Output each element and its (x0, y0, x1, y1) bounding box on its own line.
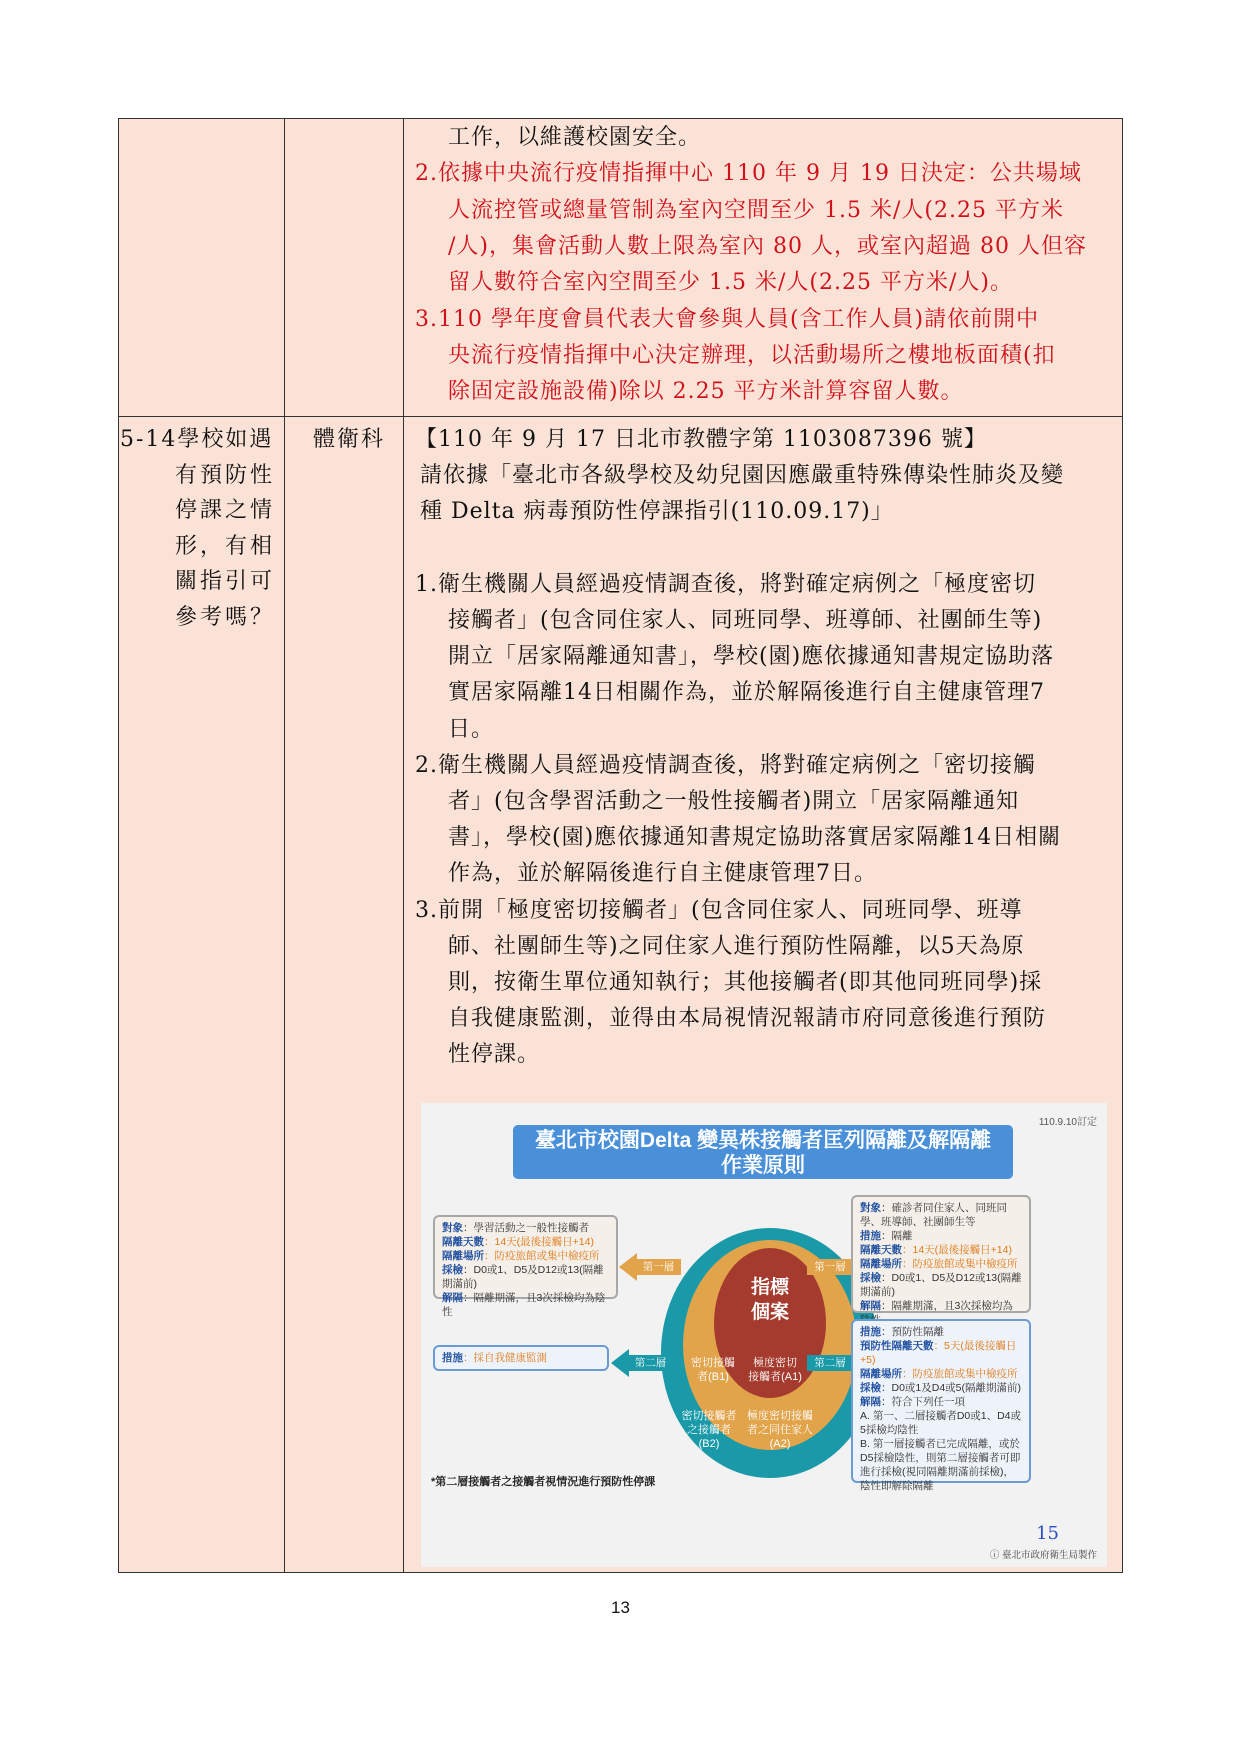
info-box-value: ：隔離期滿，且3次採檢均為陰性 (442, 1292, 606, 1318)
continued-answer-line: 除固定設施設備)除以 2.25 平方米計算容留人數。 (448, 379, 964, 405)
column-divider-2 (403, 119, 404, 1572)
info-box-value: ：確診者同住家人、同班同學、班導師、社團師生等 (860, 1202, 1007, 1228)
info-box-value: ：隔離 (881, 1230, 913, 1242)
index-case-label (714, 1275, 826, 1325)
question-line: 關指引可 (175, 569, 276, 594)
answer-line: 作為，並於解隔後進行自主健康管理7日。 (448, 861, 877, 887)
info-box-value: ：隔離期滿，且3次採檢均為 (881, 1300, 1013, 1312)
info-box-row (442, 1263, 609, 1291)
info-box-value: A. 第一、二層接觸者D0或1、D4或5採檢均陰性 (860, 1410, 1022, 1436)
question-line: 形，有相 (175, 533, 276, 559)
info-box-value: ：5天(最後接觸日+5) (860, 1340, 1017, 1366)
right-info-box-1 (851, 1195, 1031, 1313)
continued-answer-line: 人流控管或總量管制為室內空間至少 1.5 米/人(2.25 平方米 (448, 197, 1064, 223)
left-arrow-head-1 (619, 1253, 637, 1281)
info-box-row (860, 1367, 1022, 1381)
answer-line: 種 Delta 病毒預防性停課指引(110.09.17)」 (420, 499, 894, 525)
answer-line: 開立「居家隔離通知書」，學校(園)應依據通知書規定協助落 (448, 644, 1055, 670)
right-arrow-2: 第二層 (807, 1355, 853, 1371)
answer-line: 性停課。 (448, 1042, 541, 1068)
info-box-value: B. 第一層接觸者已完成隔離，或於D5採檢陰性，則第二層接觸者可即進行採檢(視同隔離期滿前採檢)，陰性即解除隔離 (860, 1438, 1021, 1492)
right-arrow-1: 第一層 (807, 1259, 853, 1275)
info-box-value: ：防疫旅館或集中檢疫所 (902, 1368, 1018, 1380)
info-box-value: ：防疫旅館或集中檢疫所 (484, 1250, 600, 1262)
info-box-key: 對象 (442, 1222, 463, 1234)
answer-line: 實居家隔離14日相關作為，並於解隔後進行自主健康管理7 (448, 680, 1045, 706)
infographic-footnote: *第二層接觸者之接觸者視情況進行預防性停課 (431, 1476, 656, 1488)
answer-line: 1.衛生機關人員經過疫情調查後，將對確定病例之「極度密切 (415, 571, 1036, 597)
self-monitoring-box (433, 1345, 609, 1371)
answer-line: 者」(包含學習活動之一般性接觸者)開立「居家隔離通知 (448, 789, 1020, 814)
info-box-key: 採檢 (442, 1264, 463, 1276)
right-info-box-2 (851, 1319, 1031, 1492)
info-box-value: ：學習活動之一般性接觸者 (463, 1222, 589, 1234)
info-box-row (860, 1409, 1022, 1437)
info-box-value: ：D0或1、D5及D12或13(隔離期滿前) (860, 1272, 1022, 1298)
infographic-date: 110.9.10訂定 (1038, 1117, 1097, 1128)
info-box-row (860, 1395, 1022, 1409)
self-monitoring-key: 措施 (442, 1352, 463, 1364)
info-box-key: 解隔 (860, 1300, 881, 1312)
info-box-row (442, 1249, 609, 1263)
answer-line: 則，按衛生單位通知執行；其他接觸者(即其他同班同學)採 (448, 970, 1043, 995)
answer-line: 書」，學校(園)應依據通知書規定協助落實居家隔離14日相關 (448, 825, 1062, 851)
row-divider (119, 416, 1122, 417)
question-line: 有預防性 (175, 462, 276, 488)
info-box-row (860, 1271, 1022, 1299)
answer-line: 師、社團師生等)之同住家人進行預防性隔離，以5天為原 (448, 933, 1025, 959)
answer-line: 【110 年 9 月 17 日北市教體字第 1103087396 號】 (415, 427, 987, 452)
continued-answer-line: /人)，集會活動人數上限為室內 80 人，或室內超過 80 人但容 (448, 233, 1087, 259)
info-box-value: ：預防性隔離 (881, 1326, 944, 1338)
info-box-row (860, 1243, 1022, 1257)
column-divider-1 (284, 119, 285, 1572)
left-info-box (433, 1215, 618, 1318)
continued-answer-line: 留人數符合室內空間至少 1.5 米/人(2.25 平方米/人)。 (448, 270, 1013, 296)
info-box-key: 對象 (860, 1202, 881, 1214)
info-box-key: 採檢 (860, 1272, 881, 1284)
info-box-key: 隔離天數 (442, 1236, 484, 1248)
info-box-value: ：D0或1及D4或5(隔離期滿前) (881, 1382, 1022, 1394)
info-box-row (442, 1221, 609, 1235)
info-box-value: ：14天(最後接觸日+14) (484, 1236, 594, 1248)
a2-label: 極度密切接觸 者之同住家人 (A2) (747, 1410, 813, 1450)
info-box-value: ：D0或1、D5及D12或13(隔離期滿前) (442, 1264, 604, 1290)
info-box-row (442, 1235, 609, 1249)
credit-text: 臺北市政府衛生局製作 (1001, 1550, 1097, 1561)
info-box-value: ：符合下列任一項 (881, 1396, 965, 1408)
isolation-infographic (421, 1103, 1107, 1567)
info-box-row (860, 1325, 1022, 1339)
continued-answer-line: 2.依據中央流行疫情指揮中心 110 年 9 月 19 日決定：公共場域 (415, 161, 1082, 187)
b2-label: 密切接觸者 之接觸者 (B2) (681, 1410, 737, 1450)
info-box-key: 解隔 (442, 1292, 463, 1304)
left-arrow-1: 第一層 (636, 1259, 681, 1275)
center-line1: 指標 (750, 1277, 789, 1298)
info-box-key: 隔離場所 (860, 1368, 902, 1380)
info-box-key: 措施 (860, 1230, 881, 1242)
info-box-key: 隔離場所 (442, 1250, 484, 1262)
left-arrow-head-2 (611, 1349, 629, 1377)
answer-line: 2.衛生機關人員經過疫情調查後，將對確定病例之「密切接觸 (415, 752, 1036, 778)
info-box-value: ：14天(最後接觸日+14) (902, 1244, 1012, 1256)
infographic-title-line1: 臺北市校園Delta 變異株接觸者匡列隔離及解隔離 (534, 1129, 992, 1152)
info-box-row (860, 1201, 1022, 1229)
info-box-row (442, 1291, 609, 1319)
info-box-row (860, 1339, 1022, 1367)
answer-line: 請依據「臺北市各級學校及幼兒園因應嚴重特殊傳染性肺炎及變 (420, 463, 1065, 489)
left-arrow-2: 第二層 (628, 1355, 673, 1371)
info-box-key: 預防性隔離天數 (860, 1340, 934, 1352)
info-box-key: 解隔 (860, 1396, 881, 1408)
continued-answer-line: 工作，以維護校園安全。 (448, 125, 702, 150)
info-box-row (860, 1229, 1022, 1243)
center-line2: 個案 (750, 1302, 789, 1323)
question-line: 參考嗎？ (175, 604, 276, 630)
self-monitoring-value: ：採自我健康監測 (463, 1352, 547, 1364)
b1-label: 密切接觸 者(B1) (691, 1357, 735, 1383)
info-box-row (860, 1437, 1022, 1493)
page-number: 13 (611, 1598, 630, 1617)
info-box-value: ：防疫旅館或集中檢疫所 (902, 1258, 1018, 1270)
info-box-key: 措施 (860, 1326, 881, 1338)
slide-number: 15 (1036, 1523, 1059, 1544)
continued-answer-line: 3.110 學年度會員代表大會參與人員(含工作人員)請依前開中 (415, 306, 1040, 332)
info-box-key: 隔離天數 (860, 1244, 902, 1256)
answer-line: 自我健康監測，並得由本局視情況報請市府同意後進行預防 (448, 1006, 1047, 1032)
answer-line: 日。 (448, 716, 495, 742)
info-box-key: 採檢 (860, 1382, 881, 1394)
continued-answer-line: 央流行疫情指揮中心決定辦理，以活動場所之樓地板面積(扣 (448, 342, 1056, 368)
info-box-row (860, 1381, 1022, 1395)
info-box-key: 隔離場所 (860, 1258, 902, 1270)
infographic-title-line2: 作業原則 (721, 1154, 805, 1177)
answer-line: 3.前開「極度密切接觸者」(包含同住家人、同班同學、班導 (415, 897, 1023, 923)
a1-label: 極度密切 接觸者(A1) (748, 1357, 802, 1383)
info-box-row (860, 1257, 1022, 1271)
answer-line: 接觸者」(包含同住家人、同班同學、班導師、社團師生等) (448, 608, 1043, 633)
question-line: 5-14學校如遇 (120, 427, 274, 452)
question-line: 停課之情 (175, 498, 276, 523)
infographic-title (513, 1125, 1013, 1179)
infographic-credit: ⓘ 臺北市政府衛生局製作 (989, 1550, 1097, 1561)
department-cell: 體衛科 (313, 427, 386, 452)
